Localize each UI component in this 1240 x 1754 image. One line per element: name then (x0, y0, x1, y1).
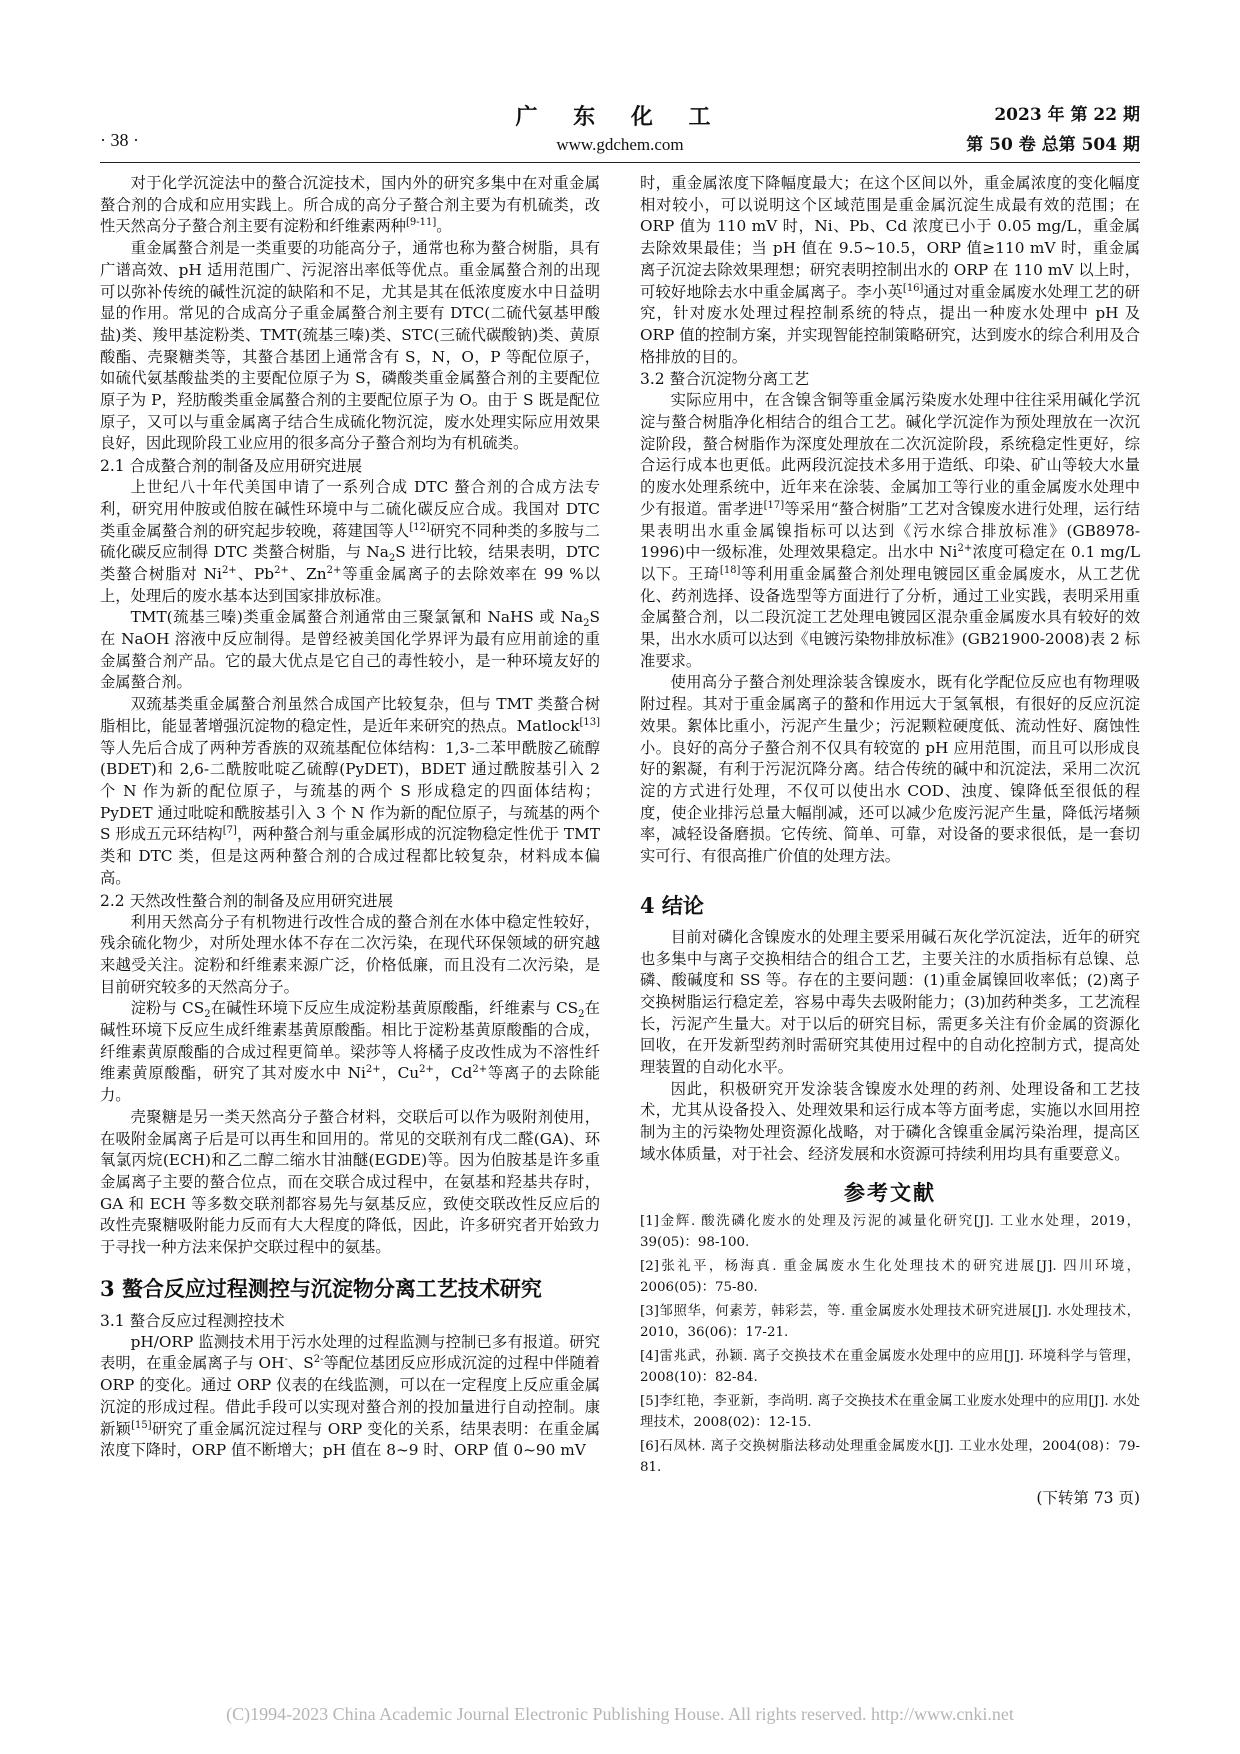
subsection-heading: 2.1 合成螯合剂的制备及应用研究进展 (100, 457, 363, 476)
paragraph: 利用天然高分子有机物进行改性合成的螯合剂在水体中稳定性较好，残余硫化物少，对所处理水体不存在二次污染，在现代环保领域的研究越来越受关注。淀粉和纤维素来源广泛，价格低廉，而且没有二次污染，是目前研究较多的天然高分子。 (100, 912, 600, 996)
paragraph: 重金属螯合剂是一类重要的功能高分子，通常也称为螯合树脂，具有广谱高效、pH 适用范围广、污泥溶出率低等优点。重金属螯合剂的出现可以弥补传统的碱性沉淀的缺陷和不足，尤其是其在低浓度废水中日益明显的作用。常见的合成高分子重金属螯合剂主要有 DTC(二硫代氨基甲酸盐)类、羧甲基淀粉类、TMT(巯基三嗪)类、STC(三硫代碳酸钠)类、黄原酸酯、壳聚糖类等，其螯合基团上通常含有 S，N，O，P 等配位原子，如硫代氨基酸盐类的主要配位原子为 S，磷酸类重金属螯合剂的主要配位原子为 P，羟肪酸类重金属螯合剂的主要配位原子为 O。由于 S 既是配位原子，又可以与重金属离子结合生成硫化物沉淀，废水处理实际应用效果良好，因此现阶段工业应用的很多高分子螯合剂均为有机硫类。 (100, 239, 600, 453)
section-heading: 3 螯合反应过程测控与沉淀物分离工艺技术研究 (100, 1275, 542, 1301)
section-heading: 4 结论 (640, 892, 704, 918)
left-column (100, 173, 600, 1462)
header-divider (100, 162, 1140, 163)
continued-note: (下转第 73 页) (1036, 1489, 1140, 1508)
subsection-heading: 3.2 螯合沉淀物分离工艺 (640, 370, 810, 389)
page-number: · 38 · (100, 130, 139, 150)
reference-item: [4]雷兆武，孙颖. 离子交换技术在重金属废水处理中的应用[J]. 环境科学与管理，2008(10)：82-84. (640, 1349, 1140, 1386)
reference-list (640, 1211, 1140, 1478)
reference-item: [5]李红艳，李亚新，李尚明. 离子交换技术在重金属工业废水处理中的应用[J]. 水处理技术，2008(02)：12-15. (640, 1394, 1140, 1431)
issue-volume: 第 50 卷 总第 504 期 (966, 135, 1140, 155)
paragraph: 使用高分子螯合剂处理涂装含镍废水，既有化学配位反应也有物理吸附过程。其对于重金属离子的螯和作用远大于氢氧根，有很好的反应沉淀效果。絮体比重小，污泥产生量少；污泥颗粒硬度低、流动性好、腐蚀性小。良好的高分子螯合剂不仅具有较宽的 pH 应用范围，而且可以形成良好的絮凝，有利于污泥沉降分离。结合传统的碱中和沉淀法，采用二次沉淀的方式进行处理，不仅可以使出水 COD、浊度、镍降低至很低的程度，使企业排污总量大幅削减，还可以减少危废污泥产生量，降低污堵频率，减轻设备磨损。它传统、简单、可靠，对设备的要求很低，是一套切实可行、有很高推广价值的处理方法。 (640, 673, 1140, 866)
right-column (640, 173, 1140, 1510)
paragraph: 上世纪八十年代美国申请了一系列合成 DTC 螯合剂的合成方法专利，研究用仲胺或伯胺在碱性环境中与二硫化碳反应合成。我国对 DTC 类重金属螯合剂的研究起步较晚，蒋建国等人[12]研究不同种类的多胺与二硫化碳反应制得 DTC 类螯合树脂，与 $Na_2S$ 进行比较，结果表明，DTC 类螯合树脂对 $Ni^{2+}$、$Pb^{2+}$、$Zn^{2+}$等重金属离子的去除效率在 99 %以上，处理后的废水基本达到国家排放标准。 (100, 478, 601, 605)
reference-item: [2]张礼平，杨海真. 重金属废水生化处理技术的研究进展[J]. 四川环境，2006(05)：75-80. (640, 1259, 1140, 1296)
paragraph: 目前对磷化含镍废水的处理主要采用碱石灰化学沉淀法，近年的研究也多集中与离子交换相结合的组合工艺，主要关注的水质指标有总镍、总磷、酸碱度和 SS 等。存在的主要问题：(1)重金属镍回收率低；(2)离子交换树脂运行稳定差，容易中毒失去吸附能力；(3)加药种类多，工艺流程长，污泥产生量大。对于以后的研究目标，需更多关注有价金属的资源化回收，在开发新型药剂时需研究其使用过程中的自动化控制方式，提高处理装置的自动化水平。 (640, 927, 1140, 1077)
paragraph: pH/ORP 监测技术用于污水处理的过程监测与控制已多有报道。研究表明，在重金属离子与 OH-、$S^{2-}$等配位基团反应形成沉淀的过程中伴随着 ORP 的变化。通过 ORP 仪表的在线监测，可以在一定程度上反应重金属沉淀的形成过程。借此手段可以实现对螯合剂的投加量进行自动控制。康新颖[15]研究了重金属沉淀过程与 ORP 变化的关系，结果表明：在重金属浓度下降时，ORP 值不断增大；pH 值在 8~9 时、ORP 值 0~90 mV (100, 1332, 600, 1460)
paragraph: TMT(巯基三嗪)类重金属螯合剂通常由三聚氯氰和 NaHS 或 $Na_2S$ 在 NaOH 溶液中反应制得。是曾经被美国化学界评为最有应用前途的重金属螯合剂产品。它的最大优点是它自己的毒性较小，是一种环境友好的金属螯合剂。 (100, 608, 600, 692)
reference-item: [6]石凤林. 离子交换树脂法移动处理重金属废水[J]. 工业水处理，2004(08)：79-81. (640, 1439, 1140, 1476)
reference-item: [1]金辉. 酸洗磷化废水的处理及污泥的减量化研究[J]. 工业水处理，2019，39(05)：98-100. (640, 1214, 1140, 1251)
paragraph: 双巯基类重金属螯合剂虽然合成国产比较复杂，但与 TMT 类螯合树脂相比，能显著增强沉淀物的稳定性，是近年来研究的热点。Matlock[13]等人先后合成了两种芳香族的双巯基配位体结构：1,3-二苯甲酰胺乙硫醇(BDET)和 2,6-二酰胺吡啶乙硫醇(PyDET)，BDET 通过酰胺基引入 2 个 N 作为新的配位原子，与巯基的两个 S 形成稳定的四面体结构；PyDET 通过吡啶和酰胺基引入 3 个 N 作为新的配位原子，与巯基的两个 S 形成五元环结构[7]，两种螯合剂与重金属形成的沉淀物稳定性优于 TMT 类和 DTC 类，但是这两种螯合剂的合成过程都比较复杂，材料成本偏高。 (100, 695, 601, 887)
paragraph: 因此，积极研究开发涂装含镍废水处理的药剂、处理设备和工艺技术，尤其从设备投入、处理效果和运行成本等方面考虑，实施以水回用控制为主的污染物处理资源化战略，对于磷化含镍重金属污染治理，提高区域水体质量，对于社会、经济发展和水资源可持续利用均具有重要意义。 (640, 1079, 1140, 1163)
paragraph: 实际应用中，在含镍含铜等重金属污染废水处理中往往采用碱化学沉淀与螯合树脂净化相结合的组合工艺。碱化学沉淀作为预处理放在一次沉淀阶段，螯合树脂作为深度处理放在二次沉淀阶段，系统稳定性更好，综合运行成本也更低。此两段沉淀技术多用于造纸、印染、矿山等较大水量的废水处理系统中，近年来在涂装、金属加工等行业的重金属废水处理中少有报道。雷孝进[17]等采用“螯合树脂”工艺对含镍废水进行处理，运行结果表明出水重金属镍指标可以达到《污水综合排放标准》(GB8978-1996)中一级标准，处理效果稳定。出水中 $Ni^{2+}$浓度可稳定在 0.1 mg/L 以下。王琦[18]等利用重金属螯合剂处理电镀园区重金属废水，从工艺优化、药剂选择、设备选型等方面进行了分析，通过工业实践，表明采用重金属螯合剂，以二段沉淀工艺处理电镀园区混杂重金属废水具有较好的效果，出水水质可以达到《电镀污染物排放标准》(GB21900-2008)表 2 标准要求。 (640, 391, 1140, 670)
paragraph: 淀粉与 $CS_2$在碱性环境下反应生成淀粉基黄原酸酯，纤维素与 $CS_2$在碱性环境下反应生成纤维素基黄原酸酯。相比于淀粉基黄原酸酯的合成，纤维素黄原酸酯的合成过程更简单。梁莎等人将橘子皮改性成为不溶性纤维素黄原酸酯，研究了其对废水中 $Ni^{2+}$，$Cu^{2+}$，$Cd^{2+}$等离子的去除能力。 (100, 999, 600, 1105)
paragraph: 对于化学沉淀法中的螯合沉淀技术，国内外的研究多集中在对重金属螯合剂的合成和应用实践上。所合成的高分子螯合剂主要为有机硫类，改性天然高分子螯合剂主要有淀粉和纤维素两种[9-11]。 (100, 174, 600, 236)
references-title: 参考文献 (844, 1179, 936, 1205)
journal-url[interactable]: www.gdchem.com (556, 135, 684, 154)
subsection-heading: 2.2 天然改性螯合剂的制备及应用研究进展 (100, 891, 394, 910)
issue-year-number: 2023 年 第 22 期 (994, 105, 1140, 125)
paragraph: 时，重金属浓度下降幅度最大；在这个区间以外，重金属浓度的变化幅度相对较小，可以说明这个区域范围是重金属沉淀生成最有效的范围；在 ORP 值为 110 mV 时，Ni、Pb、Cd 浓度已小于 0.05 mg/L，重金属去除效果最佳；当 pH 值在 9.5~10.5，ORP 值≥110 mV 时，重金属离子沉淀去除效果理想；研究表明控制出水的 ORP 在 110 mV 以上时，可较好地除去水中重金属离子。李小英[16]通过对重金属废水处理工艺的研究，针对废水处理过程控制系统的特点，提出一种废水处理中 pH 及 ORP 值的控制方案，并实现智能控制策略研究，达到废水的综合利用及合格排放的目的。 (640, 174, 1140, 366)
copyright-footer: (C)1994-2023 China Academic Journal Electronic Publishing House. All rights reserved. http://www.cnki.net (226, 1704, 1014, 1724)
subsection-heading: 3.1 螯合反应过程测控技术 (100, 1311, 285, 1330)
journal-name: 广 东 化 工 (515, 104, 725, 130)
reference-item: [3]邹照华，何素芳，韩彩芸，等. 重金属废水处理技术研究进展[J]. 水处理技术，2010，36(06)：17-21. (640, 1304, 1140, 1341)
issue-info (966, 100, 1140, 160)
paragraph: 壳聚糖是另一类天然高分子螯合材料，交联后可以作为吸附剂使用，在吸附金属离子后是可以再生和回用的。常见的交联剂有戊二醛(GA)、环氧氯丙烷(ECH)和乙二醇二缩水甘油醚(EGDE)等。因为伯胺基是许多重金属离子主要的螯合位点，而在交联合成过程中，在氨基和羟基共存时，GA 和 ECH 等多数交联剂都容易先与氨基反应，致使交联改性反应后的改性壳聚糖吸附能力反而有大大程度的降低，因此，许多研究者开始致力于寻找一种方法来保护交联过程中的氨基。 (100, 1107, 600, 1257)
